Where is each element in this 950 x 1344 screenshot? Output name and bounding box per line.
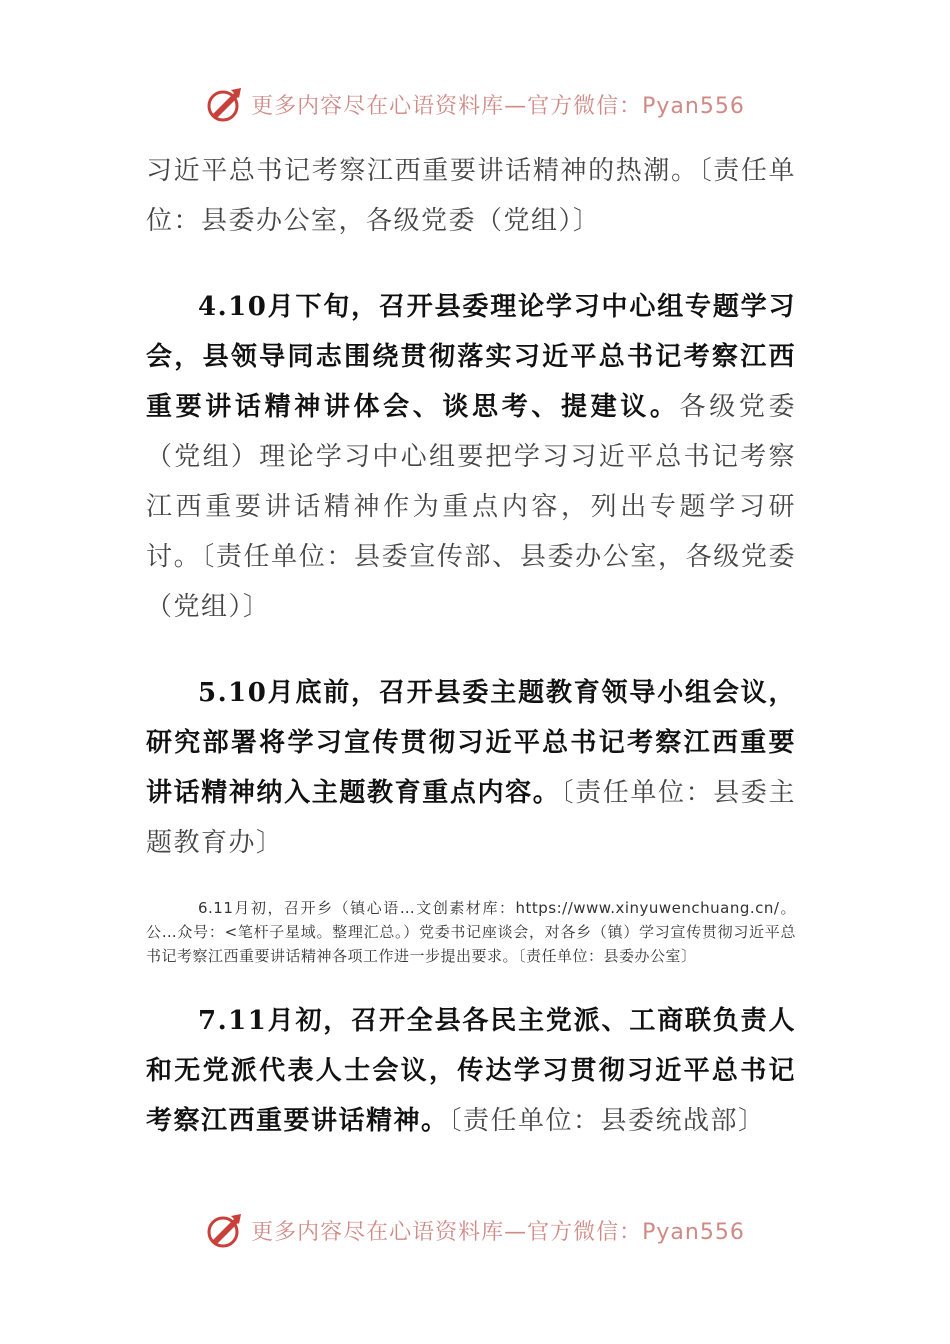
paragraph-item-7: 7.11月初，召开全县各民主党派、工商联负责人和无党派代表人士会议，传达学习贯彻习近平总书记考察江西重要讲话精神。〔责任单位：县委统战部〕 [146,1006,796,1136]
header-watermark [0,80,950,128]
footer-watermark [0,1206,950,1254]
pen-logo-icon [205,84,245,124]
paragraph-item-6: 6.11月初，召开乡（镇心语…文创素材库：https://www.xinyuwenchuang.cn/。公…众号：<笔杆子星域。整理汇总。）党委书记座谈会，对各乡（镇）学习宣传贯彻习近平总书记考察江西重要讲话精神各项工作进一步提出要求。〔责任单位：县委办公室〕 [146,899,796,965]
paragraph-continuation: 习近平总书记考察江西重要讲话精神的热潮。〔责任单位：县委办公室，各级党委（党组）〕 [146,156,796,236]
pen-logo-icon [205,1210,245,1250]
paragraph-item-5: 5.10月底前，召开县委主题教育领导小组会议，研究部署将学习宣传贯彻习近平总书记考察江西重要讲话精神纳入主题教育重点内容。〔责任单位：县委主题教育办〕 [146,678,796,858]
header-watermark-text: 更多内容尽在心语资料库—官方微信：Pyan556 [251,93,745,119]
document-body [146,146,796,1146]
footer-watermark-text: 更多内容尽在心语资料库—官方微信：Pyan556 [251,1219,745,1245]
paragraph-item-4: 4.10月下旬，召开县委理论学习中心组专题学习会，县领导同志围绕贯彻落实习近平总书记考察江西重要讲话精神讲体会、谈思考、提建议。各级党委（党组）理论学习中心组要把学习习近平总书记考察江西重要讲话精神作为重点内容，列出专题学习研讨。〔责任单位：县委宣传部、县委办公室，各级党委（党组）〕 [146,292,796,622]
